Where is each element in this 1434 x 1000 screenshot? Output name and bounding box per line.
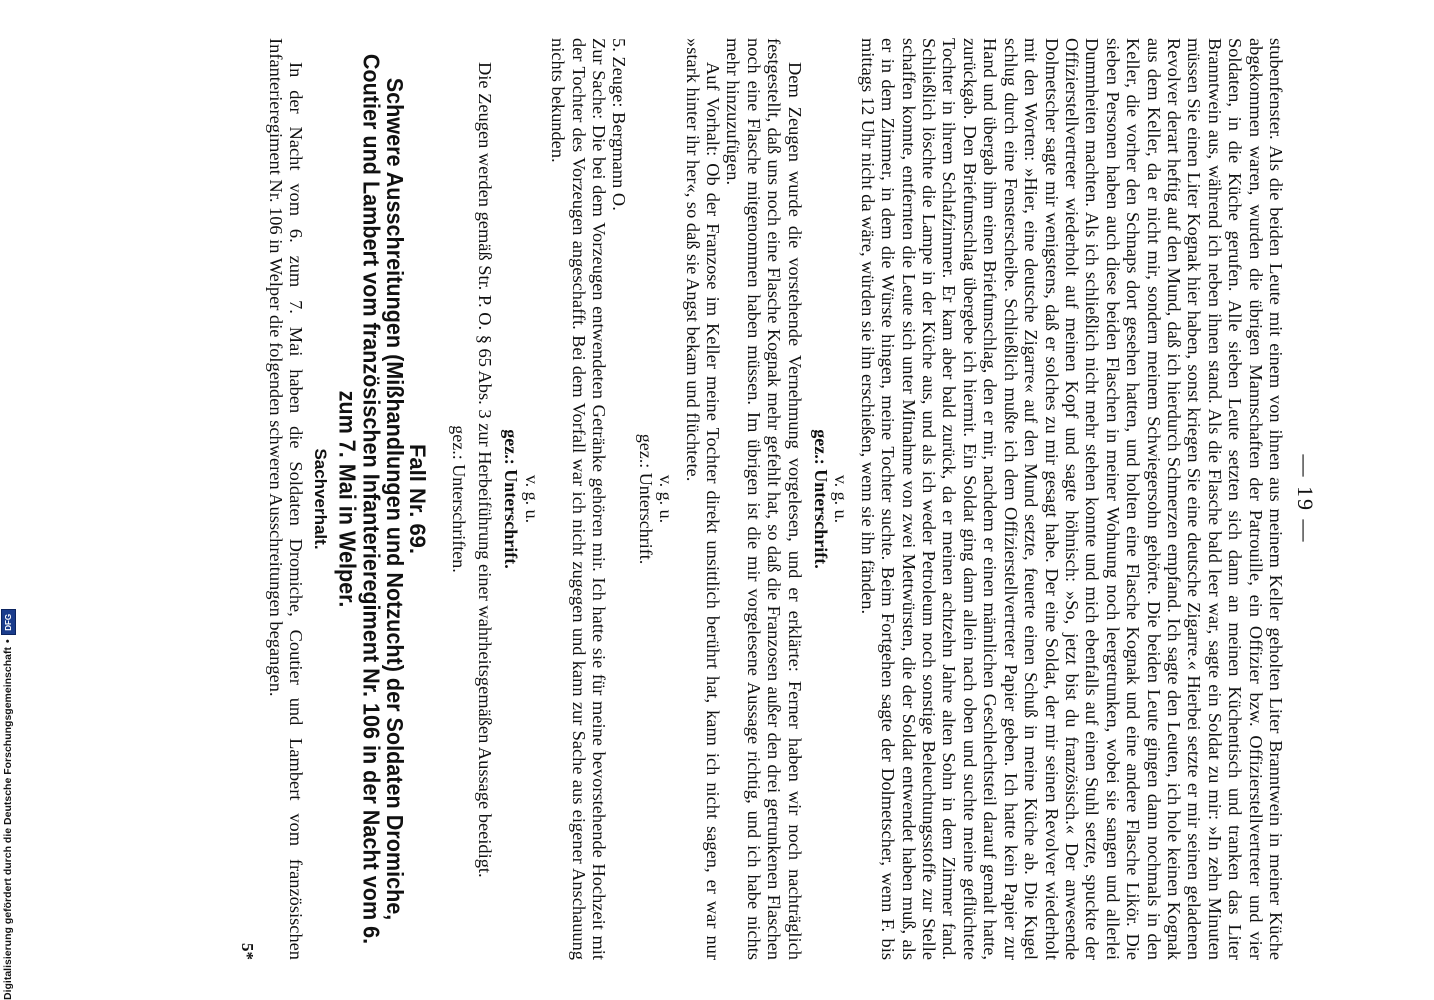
- body-paragraph: stubenfenster. Als die beiden Leute mit einem von ihnen aus meinem Keller geholten Liter Branntwein in meiner Küche abgekommen waren, wurden die übrigen Mannschaften der Patrouille, ein Offizier bzw. Offizierstellvertreter und vier Soldaten, in die Küche gerufen. Alle sieben Leute setzten sich dann an meinen Küchentisch und tranken das Liter Branntwein aus, während ich neben ihnen stand. Als die Flasche bald leer war, sagte ein Soldat zu mir: »In zehn Minuten müssen Sie einen Liter Kognak hier haben, sonst kriegen Sie eine deutsche Zigarre.« Hierbei setzte er mir seinen geladenen Revolver derart heftig auf den Mund, daß ich hierdurch Schmerzen empfand. Ich sagte den Leuten, ich hole keinen Kognak aus dem Keller, da er nicht mir, sondern meinem Schwiegersohn gehörte. Die beiden Leute gingen dann nochmals in den Keller, die vorher den Schnaps dort gesehen hatten, und holten eine Flasche Kognak und eine andere Flasche Likör. Die sieben Personen haben auch diese beiden Flaschen in meiner Wohnung noch leergetrunken, wobei sie sangen und allerlei Dummheiten machten. Als ich schließlich nicht mehr stehen konnte und mich ebenfalls auf einen Stuhl setzte, spuckte der Offizierstellvertreter wiederholt auf meinen Kopf und sagte höhnisch: »So, jetzt bist du französisch.« Der anwesende Dolmetscher sagte mir wenigstens, daß er solches zu mir gesagt habe. Der eine Soldat, der mir seinen Revolver wiederholt mit den Worten: »Hier, eine deutsche Zigarre« auf den Mund setzte, feuerte einen Schuß in meine Küche ab. Die Kugel schlug durch eine Fensterscheibe. Schließlich mußte ich dem Offizierstellvertreter Papier geben. Ich hatte kein Papier zur Hand und übergab ihm einen Briefumschlag, den er mir, nachdem er einen männlichen Geschlechtsteil darauf gemalt hatte, zurückgab. Den Briefumschlag übergebe ich hiermit. Ein Soldat ging dann allein nach oben und suchte meine geflüchtete Tochter in ihrem Schlafzimmer. Er kam aber bald zurück, da er meinen achtzehn Jahre alten Sohn in dem Zimmer fand. Schließlich löschte die Lampe in der Küche aus, und als ich weder Petroleum noch sonstige Beleuchtungsstoffe zur Stelle schaffen konnte, entfernten die Leute sich unter Mitnahme von zwei Mettwürsten, die der Soldat entwendet haben muß, als er in dem Zimmer, in dem die Würste hingen, meine Tochter suchte. Beim Fortgehen sagte der Dolmetscher, wenn F. bis mittags 12 Uhr nicht da wäre, würden sie ihn erschießen, wenn sie ihn fänden.: [857, 38, 1286, 960]
- page-content: [237, 38, 1318, 960]
- case-title-heading: Schwere Ausschreitungen (Mißhandlungen und Notzucht) der Soldaten Dromiche, Coutier und Lambert vom französischen Infanterieregiment Nr. 106 in der Nacht vom 6. zum 7. Mai in Welper.: [334, 53, 409, 945]
- sachverhalt-heading: Sachverhalt.: [311, 448, 331, 550]
- signature-gez: gez.: Unterschrift.: [811, 429, 832, 569]
- witness-statement: Zur Sache: Die bei dem Vorzeugen entwendeten Getränke gehören mir. Ich hatte sie für meine bevorstehende Hochzeit mit der Tochter des Vorzeugen angeschafft. Bei dem Vorfall war ich nicht zugegen und kann zur Sache aus eigener Anschauung nichts bekunden.: [548, 38, 609, 960]
- body-paragraph: Dem Zeugen wurde die vorstehende Vernehmung vorgelesen, und er erklärte: Ferner haben wir noch nachträglich festgestellt, daß uns noch eine Flasche Kognak mehr gefehlt hat, so daß die Franzosen außer den drei getrunkenen Flaschen noch eine Flasche mitgenommen haben müssen. Im übrigen ist die mir vorgelesene Aussage richtig, und ich habe nichts mehr hinzuzufügen.: [723, 38, 805, 960]
- signature-gez: gez.: Unterschrift.: [501, 429, 522, 569]
- signature-mark: 5*: [238, 943, 258, 960]
- body-paragraph: Auf Vorhalt: Ob der Franzose im Keller meine Tochter direkt unsittlich berührt hat, kann ich nicht sagen, er war nur »stark hinter ihr her«, so daß sie Angst bekam und flüchtete.: [682, 38, 724, 960]
- rotated-document-page: [80, 0, 1340, 1000]
- dfg-logo-icon: DFG: [1, 609, 16, 635]
- signature-vgu: v. g. u.: [521, 474, 542, 524]
- case-number-heading: Fall Nr. 69.: [405, 443, 431, 555]
- witness-line: 5. Zeuge: Bergmann O.: [609, 38, 630, 211]
- funding-text: Digitalisierung gefördert durch die Deutsche Forschungsgemeinschaft: [2, 647, 14, 1000]
- signature-gez: gez.: Unterschriften.: [448, 425, 469, 573]
- separator-bullet: •: [2, 639, 14, 644]
- funding-footer: [0, 0, 16, 1000]
- signature-vgu: v. g. u.: [831, 474, 852, 524]
- case-paragraph: In der Nacht vom 6. zum 7. Mai haben die Soldaten Dromiche, Coutier und Lambert vom französischen Infanterieregiment Nr. 106 in Welper die folgenden schweren Ausschreitungen begangen.: [265, 38, 307, 960]
- signature-gez: gez.: Unterschrift.: [635, 433, 656, 565]
- oath-paragraph: Die Zeugen werden gemäß Str. P. O. § 65 Abs. 3 zur Herbeiführung einer wahrheitsgemäßen Aussage beeidigt.: [474, 62, 495, 878]
- signature-vgu: v. g. u.: [656, 474, 677, 524]
- page-number: — 19 —: [1293, 454, 1318, 544]
